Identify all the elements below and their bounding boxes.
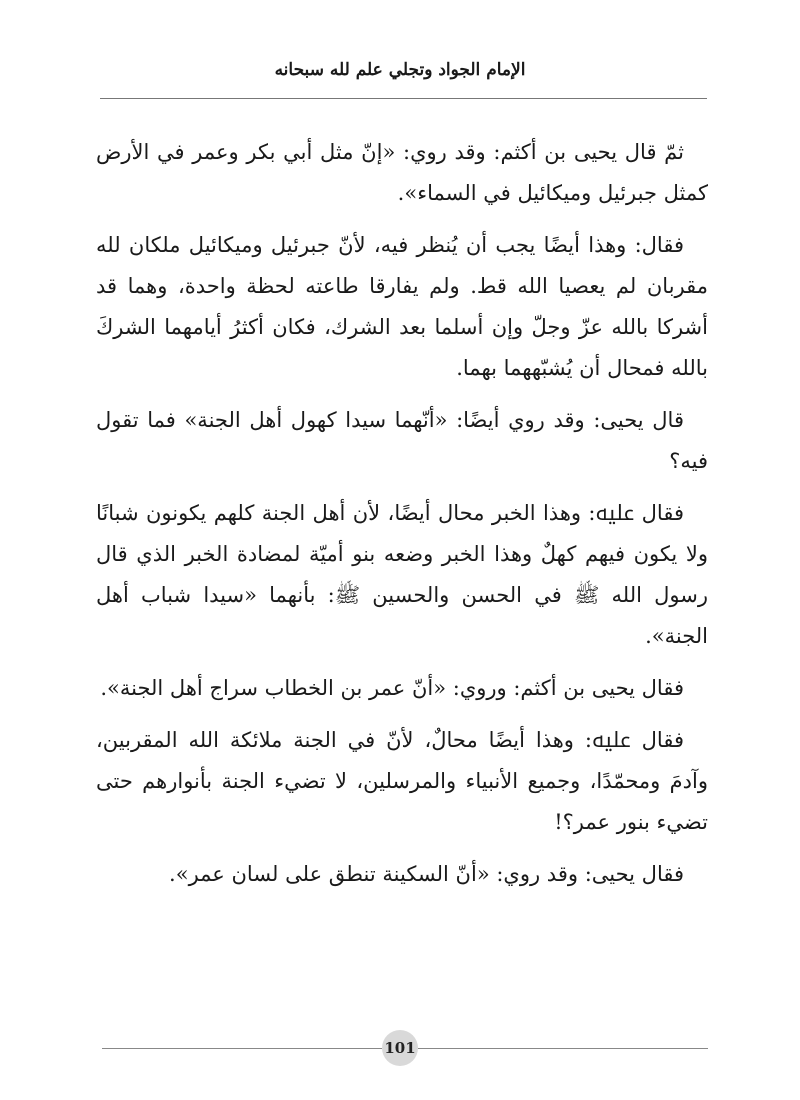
paragraph: فقال ﷷ: وهذا الخبر محال أيضًا، لأن أهل الجنة كلهم يكونون شبانًا ولا يكون فيهم كهلٌ وهذا الخبر وضعه بنو أميّة لمضادة الخبر الذي قال رسول الله ﷺ في الحسن والحسين ﷺ: بأنهما «سيدا شباب أهل الجنة». <box>96 501 708 648</box>
paragraph: ثمّ قال يحيى بن أكثم: وقد روي: «إنّ مثل أبي بكر وعمر في الأرض كمثل جبرئيل وميكائيل في السماء». <box>96 140 708 205</box>
footer-divider-right <box>418 1048 708 1049</box>
page-body <box>96 132 708 906</box>
footer-divider-left <box>102 1048 382 1049</box>
paragraph: فقال يحيى بن أكثم: وروي: «أنّ عمر بن الخطاب سراج أهل الجنة». <box>100 676 684 700</box>
running-header-title: الإمام الجواد وتجلي علم لله سبحانه <box>274 60 526 80</box>
paragraph: فقال يحيى: وقد روي: «أنّ السكينة تنطق على لسان عمر». <box>169 862 684 886</box>
paragraph: فقال: وهذا أيضًا يجب أن يُنظر فيه، لأنّ جبرئيل وميكائيل ملكان لله مقربان لم يعصيا الله قط. ولم يفارقا طاعته لحظة واحدة، وهما قد أشركا بالله عزّ وجلّ وإن أسلما بعد الشرك، فكان أكثرُ أيامهما الشركَ بالله فمحال أن يُشبّههما بهما. <box>96 233 708 380</box>
paragraph: فقال ﷷ: وهذا أيضًا محالٌ، لأنّ في الجنة ملائكة الله المقربين، وآدمَ ومحمّدًا، وجميع الأنبياء والمرسلين، لا تضيء الجنة بأنوارهم حتى تضيء بنور عمر؟! <box>96 728 708 834</box>
page-number-badge: 101 <box>382 1030 418 1066</box>
paragraph: قال يحيى: وقد روي أيضًا: «أنّهما سيدا كهول أهل الجنة» فما تقول فيه؟ <box>96 408 708 473</box>
header-divider <box>100 98 707 99</box>
